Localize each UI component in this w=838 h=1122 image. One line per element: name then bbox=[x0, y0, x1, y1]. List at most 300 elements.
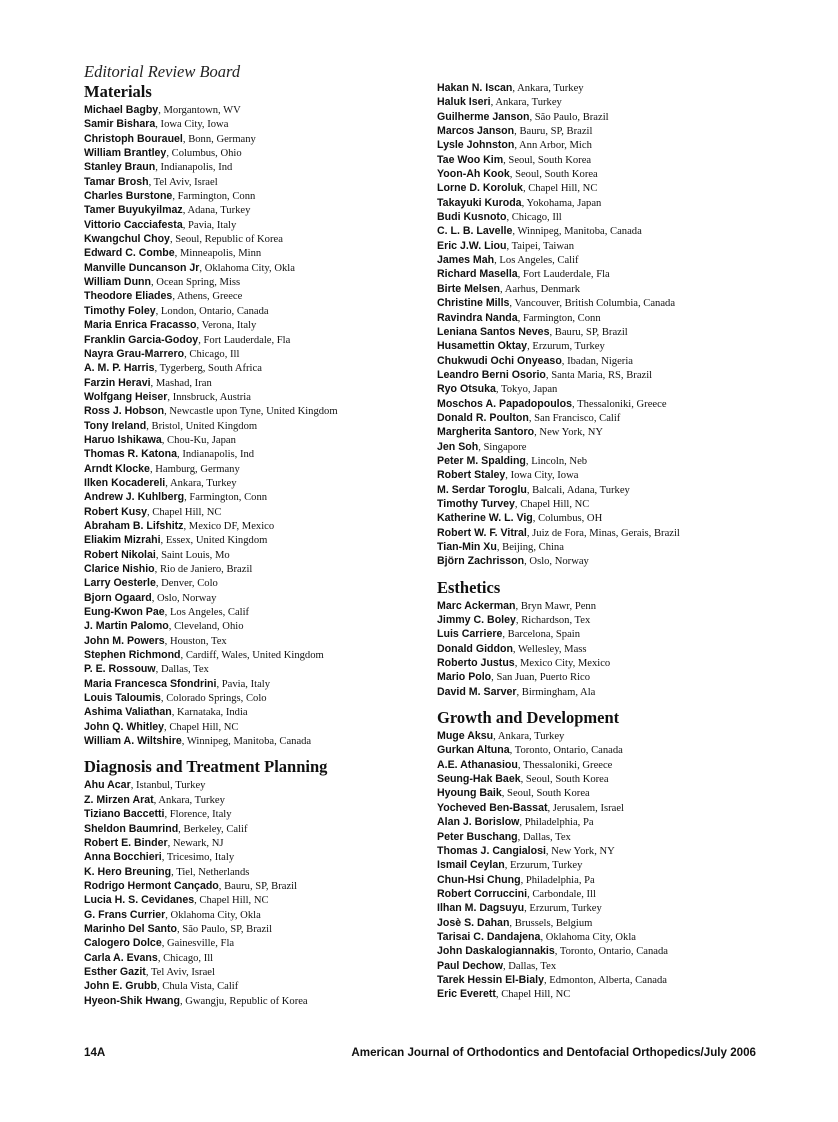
reviewer-list bbox=[84, 102, 434, 747]
reviewer-location: Toronto, Ontario, Canada bbox=[559, 946, 668, 958]
reviewer-entry bbox=[437, 338, 817, 352]
reviewer-name: Robert Kusy bbox=[84, 505, 147, 518]
reviewer-name: Ross J. Hobson bbox=[84, 405, 165, 418]
board-section bbox=[437, 708, 817, 1001]
reviewer-name: Ashima Valiathan bbox=[84, 706, 172, 719]
separator: , bbox=[532, 513, 539, 525]
reviewer-entry bbox=[84, 806, 434, 820]
separator: , bbox=[183, 520, 189, 532]
reviewer-name: Margherita Santoro bbox=[437, 426, 535, 439]
reviewer-entry bbox=[84, 332, 434, 346]
reviewer-name: Thomas R. Katona bbox=[84, 448, 178, 461]
reviewer-name: Luis Carriere bbox=[437, 628, 503, 641]
separator: , bbox=[517, 831, 523, 843]
reviewer-entry bbox=[84, 317, 434, 331]
separator: , bbox=[155, 578, 162, 590]
reviewer-name: Alan J. Borislow bbox=[437, 816, 520, 829]
reviewer-entry bbox=[84, 864, 434, 878]
reviewer-name: Calogero Dolce bbox=[84, 937, 162, 950]
reviewer-location: Fort Lauderdale, Fla bbox=[522, 269, 610, 281]
reviewer-location: Chapel Hill, NC bbox=[169, 721, 239, 733]
reviewer-entry bbox=[84, 921, 434, 935]
separator: , bbox=[526, 484, 533, 496]
reviewer-name: Jen Soh bbox=[437, 440, 479, 453]
reviewer-name: Tarisai C. Dandajena bbox=[437, 930, 541, 943]
reviewer-entry bbox=[437, 785, 817, 799]
reviewer-entry bbox=[437, 553, 817, 567]
reviewer-entry bbox=[84, 174, 434, 188]
section-heading: Diagnosis and Treatment Planning bbox=[84, 757, 328, 777]
reviewer-name: Ilhan M. Dagsuyu bbox=[437, 902, 525, 915]
reviewer-location: Columbus, OH bbox=[538, 513, 603, 525]
reviewer-name: Jimmy C. Boley bbox=[437, 614, 516, 627]
reviewer-entry bbox=[437, 872, 817, 886]
reviewer-location: Edmonton, Alberta, Canada bbox=[549, 974, 667, 986]
reviewer-location: Toronto, Ontario, Canada bbox=[514, 745, 623, 757]
reviewer-entry bbox=[84, 835, 434, 849]
separator: , bbox=[494, 255, 500, 267]
reviewer-name: Roberto Justus bbox=[437, 657, 515, 670]
reviewer-entry bbox=[84, 561, 434, 575]
reviewer-entry bbox=[437, 986, 817, 1000]
reviewer-location: Chapel Hill, NC bbox=[528, 183, 598, 195]
board-section bbox=[84, 757, 434, 1007]
reviewer-entry bbox=[84, 719, 434, 733]
reviewer-list bbox=[84, 777, 434, 1007]
separator: , bbox=[549, 326, 555, 338]
reviewer-location: Saint Louis, Mo bbox=[161, 549, 230, 561]
reviewer-location: Ibadan, Nigeria bbox=[567, 355, 633, 367]
reviewer-entry bbox=[84, 389, 434, 403]
separator: , bbox=[174, 248, 180, 260]
reviewer-entry bbox=[84, 116, 434, 130]
reviewer-location: Farmington, Conn bbox=[189, 492, 268, 504]
reviewer-name: Yocheved Ben-Bassat bbox=[437, 801, 548, 814]
reviewer-location: Houston, Tex bbox=[169, 635, 227, 647]
page-number: 14A bbox=[84, 1046, 106, 1059]
reviewer-name: Michael Bagby bbox=[84, 104, 159, 116]
reviewer-location: New York, NY bbox=[539, 427, 603, 439]
reviewer-location: Seoul, South Korea bbox=[508, 154, 592, 166]
reviewer-entry bbox=[437, 641, 817, 655]
reviewer-name: Donald Giddon bbox=[437, 642, 513, 655]
reviewer-name: Timothy Foley bbox=[84, 304, 156, 317]
reviewer-name: Farzin Heravi bbox=[84, 376, 151, 389]
separator: , bbox=[164, 721, 170, 733]
reviewer-location: Dallas, Tex bbox=[160, 664, 209, 676]
reviewer-entry bbox=[84, 131, 434, 145]
separator: , bbox=[514, 126, 520, 138]
reviewer-location: Taipei, Taiwan bbox=[511, 240, 575, 252]
separator: , bbox=[181, 736, 187, 748]
separator: , bbox=[155, 549, 162, 561]
reviewer-entry bbox=[437, 886, 817, 900]
reviewer-location: Tygerberg, South Africa bbox=[159, 363, 262, 375]
reviewer-entry bbox=[437, 367, 817, 381]
reviewer-name: Timothy Turvey bbox=[437, 497, 515, 510]
separator: , bbox=[527, 341, 533, 353]
reviewer-name: Hyeon-Shik Hwang bbox=[84, 994, 180, 1007]
reviewer-name: Peter M. Spalding bbox=[437, 454, 526, 467]
reviewer-location: Cleveland, Ohio bbox=[174, 621, 244, 633]
separator: , bbox=[196, 320, 202, 332]
separator: , bbox=[527, 888, 533, 900]
reviewer-name: Ryo Otsuka bbox=[437, 383, 496, 396]
reviewer-name: Franklin Garcia-Godoy bbox=[84, 333, 199, 346]
reviewer-entry bbox=[84, 964, 434, 978]
reviewer-location: Winnipeg, Manitoba, Canada bbox=[186, 736, 312, 748]
reviewer-name: Hyoung Baik bbox=[437, 787, 502, 800]
reviewer-name: Mario Polo bbox=[437, 671, 492, 684]
reviewer-entry bbox=[437, 467, 817, 481]
reviewer-entry bbox=[84, 821, 434, 835]
separator: , bbox=[512, 83, 518, 94]
reviewer-location: Balcali, Adana, Turkey bbox=[532, 484, 630, 496]
separator: , bbox=[182, 219, 189, 231]
reviewer-location: Oklahoma City, Okla bbox=[204, 262, 295, 274]
separator: , bbox=[164, 635, 170, 647]
reviewer-entry bbox=[84, 217, 434, 231]
reviewer-location: Ankara, Turkey bbox=[158, 794, 225, 806]
reviewer-name: K. Hero Breuning bbox=[84, 865, 172, 878]
reviewer-location: Tel Aviv, Israel bbox=[153, 176, 218, 188]
reviewer-entry bbox=[437, 626, 817, 640]
reviewer-entry bbox=[437, 310, 817, 324]
separator: , bbox=[519, 817, 525, 829]
reviewer-location: Pavia, Italy bbox=[221, 678, 271, 690]
reviewer-location: Tel Aviv, Israel bbox=[150, 966, 215, 978]
separator: , bbox=[520, 774, 526, 786]
reviewer-name: Robert Nikolai bbox=[84, 548, 156, 561]
reviewer-name: William Brantley bbox=[84, 147, 167, 160]
reviewer-name: Tiziano Baccetti bbox=[84, 808, 165, 821]
reviewer-entry bbox=[84, 504, 434, 518]
separator: , bbox=[514, 498, 521, 510]
right-column bbox=[437, 80, 817, 1001]
separator: , bbox=[534, 427, 540, 439]
reviewer-name: Muge Aksu bbox=[437, 730, 494, 743]
reviewer-name: Haluk Iseri bbox=[437, 96, 491, 109]
reviewer-location: Chapel Hill, NC bbox=[520, 498, 590, 510]
reviewer-name: P. E. Rossouw bbox=[84, 663, 156, 676]
reviewer-location: Morgantown, WV bbox=[163, 105, 241, 116]
reviewer-name: G. Frans Currier bbox=[84, 908, 166, 921]
reviewer-location: Adana, Turkey bbox=[187, 205, 251, 217]
reviewer-entry bbox=[84, 446, 434, 460]
separator: , bbox=[155, 305, 161, 317]
reviewer-entry bbox=[437, 800, 817, 814]
separator: , bbox=[514, 658, 520, 670]
reviewer-location: Iowa City, Iowa bbox=[510, 470, 579, 482]
reviewer-entry bbox=[437, 353, 817, 367]
reviewer-entry bbox=[437, 381, 817, 395]
reviewer-location: New York, NY bbox=[551, 845, 615, 857]
reviewer-location: Dallas, Tex bbox=[508, 960, 557, 972]
reviewer-location: Newark, NJ bbox=[172, 837, 224, 849]
reviewer-location: Lincoln, Neb bbox=[531, 455, 588, 467]
reviewer-entry bbox=[84, 288, 434, 302]
reviewer-location: Oklahoma City, Okla bbox=[170, 909, 261, 921]
reviewer-name: Leniana Santos Neves bbox=[437, 325, 550, 338]
reviewer-name: Donald R. Poulton bbox=[437, 411, 529, 424]
reviewer-name: Ahu Acar bbox=[84, 779, 131, 792]
separator: , bbox=[540, 931, 546, 943]
separator: , bbox=[522, 183, 529, 195]
separator: , bbox=[156, 981, 163, 993]
separator: , bbox=[161, 852, 167, 864]
reviewer-entry bbox=[437, 252, 817, 266]
left-column bbox=[84, 60, 434, 1007]
reviewer-location: Innsbruck, Austria bbox=[172, 391, 251, 403]
reviewer-name: Lorne D. Koroluk bbox=[437, 182, 523, 195]
reviewer-entry bbox=[84, 518, 434, 532]
reviewer-location: Ocean Spring, Miss bbox=[156, 277, 241, 289]
reviewer-location: Mexico City, Mexico bbox=[520, 658, 611, 670]
reviewer-location: San Juan, Puerto Rico bbox=[496, 672, 591, 684]
reviewer-entry bbox=[437, 166, 817, 180]
reviewer-name: Christine Mills bbox=[437, 297, 510, 310]
separator: , bbox=[155, 162, 161, 174]
reviewer-name: Robert E. Binder bbox=[84, 836, 168, 849]
reviewer-location: Los Angeles, Calif bbox=[169, 607, 250, 619]
separator: , bbox=[169, 234, 176, 246]
reviewer-name: Sheldon Baumrind bbox=[84, 822, 179, 835]
separator: , bbox=[160, 535, 166, 547]
separator: , bbox=[517, 759, 523, 771]
reviewer-location: Jerusalem, Israel bbox=[552, 802, 624, 814]
reviewer-location: Minneapolis, Minn bbox=[179, 248, 262, 260]
reviewer-name: Lysle Johnston bbox=[437, 139, 515, 152]
reviewer-name: Marcos Janson bbox=[437, 125, 515, 138]
separator: , bbox=[216, 678, 222, 690]
reviewer-name: Andrew J. Kuhlberg bbox=[84, 491, 185, 504]
reviewer-entry bbox=[437, 829, 817, 843]
reviewer-name: Marinho Del Santo bbox=[84, 922, 177, 935]
reviewer-name: Tamar Brosh bbox=[84, 175, 149, 188]
reviewer-name: Esther Gazit bbox=[84, 965, 146, 978]
reviewer-location: Chicago, Ill bbox=[511, 212, 562, 224]
reviewer-entry bbox=[84, 777, 434, 791]
reviewer-location: Chicago, Ill bbox=[163, 952, 214, 964]
reviewer-location: Ankara, Turkey bbox=[497, 731, 565, 743]
reviewer-location: Columbus, Ohio bbox=[171, 148, 242, 160]
board-section bbox=[437, 578, 817, 698]
separator: , bbox=[478, 441, 484, 453]
reviewer-entry bbox=[437, 857, 817, 871]
reviewer-location: Mashad, Iran bbox=[155, 377, 212, 389]
separator: , bbox=[179, 995, 186, 1007]
separator: , bbox=[491, 672, 497, 684]
reviewer-name: Eric Everett bbox=[437, 988, 496, 1001]
separator: , bbox=[177, 449, 183, 461]
reviewer-location: Barcelona, Spain bbox=[507, 629, 581, 641]
separator: , bbox=[172, 291, 178, 303]
reviewer-location: Indianapolis, Ind bbox=[160, 162, 233, 174]
reviewer-entry bbox=[437, 929, 817, 943]
reviewer-location: Hamburg, Germany bbox=[155, 463, 240, 475]
reviewer-location: Rio de Janiero, Brazil bbox=[159, 564, 253, 575]
reviewer-entry bbox=[437, 612, 817, 626]
separator: , bbox=[161, 434, 168, 446]
reviewer-entry bbox=[437, 510, 817, 524]
separator: , bbox=[500, 283, 505, 295]
separator: , bbox=[501, 788, 508, 800]
reviewer-entry bbox=[84, 346, 434, 360]
journal-citation: American Journal of Orthodontics and Dentofacial Orthopedics/July 2006 bbox=[351, 1046, 756, 1059]
reviewer-entry bbox=[437, 843, 817, 857]
reviewer-name: Josè S. Dahan bbox=[437, 916, 510, 929]
reviewer-entry bbox=[84, 604, 434, 618]
separator: , bbox=[171, 866, 177, 878]
separator: , bbox=[504, 860, 511, 872]
reviewer-entry bbox=[84, 676, 434, 690]
separator: , bbox=[151, 277, 157, 289]
reviewer-location: Ann Arbor, Mich bbox=[519, 140, 592, 152]
reviewer-location: Chula Vista, Calif bbox=[162, 981, 239, 993]
reviewer-entry bbox=[437, 123, 817, 137]
reviewer-location: Beijing, China bbox=[502, 542, 564, 553]
reviewer-entry bbox=[437, 972, 817, 986]
reviewer-name: Budi Kusnoto bbox=[437, 211, 507, 224]
separator: , bbox=[184, 348, 190, 360]
reviewer-name: Christoph Bourauel bbox=[84, 132, 183, 145]
reviewer-entry bbox=[84, 878, 434, 892]
section-heading: Growth and Development bbox=[437, 708, 620, 728]
separator: , bbox=[524, 903, 530, 915]
reviewer-entry bbox=[437, 669, 817, 683]
reviewer-name: Tony Ireland bbox=[84, 419, 147, 432]
reviewer-name: Birte Melsen bbox=[437, 282, 500, 295]
reviewer-entry bbox=[84, 303, 434, 317]
reviewer-name: Seung-Hak Baek bbox=[437, 773, 521, 786]
reviewer-entry bbox=[437, 943, 817, 957]
separator: , bbox=[150, 377, 156, 389]
reviewer-name: Maria Enrica Fracasso bbox=[84, 319, 197, 332]
reviewer-location: Aarhus, Denmark bbox=[504, 283, 581, 295]
reviewer-list bbox=[437, 728, 817, 1001]
reviewer-entry bbox=[437, 209, 817, 223]
reviewer-entry bbox=[84, 950, 434, 964]
separator: , bbox=[529, 111, 535, 123]
separator: , bbox=[168, 621, 175, 633]
reviewer-location: Philadelphia, Pa bbox=[525, 874, 595, 886]
reviewer-location: Florence, Italy bbox=[169, 809, 232, 821]
reviewer-name: Tamer Buyukyilmaz bbox=[84, 204, 183, 217]
reviewer-entry bbox=[437, 410, 817, 424]
reviewer-entry bbox=[84, 647, 434, 661]
reviewer-location: Bauru, SP, Brazil bbox=[224, 880, 298, 892]
reviewer-entry bbox=[84, 849, 434, 863]
reviewer-name: Moschos A. Papadopoulos bbox=[437, 397, 572, 410]
separator: , bbox=[161, 938, 168, 950]
separator: , bbox=[524, 556, 530, 568]
reviewer-location: Birmingham, Ala bbox=[521, 686, 596, 698]
reviewer-entry bbox=[437, 496, 817, 510]
reviewer-location: Erzurum, Turkey bbox=[529, 903, 602, 915]
separator: , bbox=[505, 470, 511, 482]
separator: , bbox=[157, 952, 164, 964]
separator: , bbox=[512, 226, 518, 238]
separator: , bbox=[490, 97, 496, 109]
separator: , bbox=[158, 105, 164, 116]
reviewer-name: Chukwudi Ochi Onyeaso bbox=[437, 354, 562, 367]
reviewer-name: Wolfgang Heiser bbox=[84, 390, 168, 403]
reviewer-name: Edward C. Combe bbox=[84, 247, 175, 260]
reviewer-location: Chicago, Ill bbox=[189, 348, 240, 360]
reviewer-name: Hakan N. Iscan bbox=[437, 82, 513, 94]
reviewer-name: Rodrigo Hermont Cançado bbox=[84, 879, 219, 892]
reviewer-name: John Daskalogiannakis bbox=[437, 945, 555, 958]
reviewer-entry bbox=[84, 690, 434, 704]
reviewer-entry bbox=[437, 598, 817, 612]
reviewer-entry bbox=[437, 684, 817, 698]
reviewer-location: Ankara, Turkey bbox=[517, 83, 584, 94]
reviewer-name: Charles Burstone bbox=[84, 190, 173, 203]
reviewer-location: Philadelphia, Pa bbox=[524, 817, 594, 829]
reviewer-location: Gwangju, Republic of Korea bbox=[185, 995, 308, 1007]
reviewer-name: Arndt Klocke bbox=[84, 462, 150, 475]
reviewer-list bbox=[437, 598, 817, 698]
reviewer-name: Clarice Nishio bbox=[84, 563, 155, 575]
reviewer-location: Ankara, Turkey bbox=[169, 477, 237, 489]
separator: , bbox=[528, 412, 535, 424]
reviewer-entry bbox=[437, 324, 817, 338]
reviewer-name: David M. Sarver bbox=[437, 685, 517, 698]
reviewer-location: Bauru, SP, Brazil bbox=[519, 126, 593, 138]
reviewer-name: Anna Bocchieri bbox=[84, 851, 162, 864]
separator: , bbox=[182, 205, 188, 217]
reviewer-entry bbox=[84, 432, 434, 446]
reviewer-location: Erzurum, Turkey bbox=[532, 341, 605, 353]
reviewer-location: Istanbul, Turkey bbox=[136, 780, 206, 792]
reviewer-entry bbox=[84, 475, 434, 489]
reviewer-location: Seoul, South Korea bbox=[515, 169, 598, 181]
separator: , bbox=[520, 874, 526, 886]
reviewer-location: Bauru, SP, Brazil bbox=[554, 326, 628, 338]
reviewer-location: Athens, Greece bbox=[177, 291, 243, 303]
reviewer-location: Karnataka, India bbox=[177, 707, 248, 719]
reviewer-name: Robert Corruccini bbox=[437, 887, 528, 900]
separator: , bbox=[151, 592, 157, 604]
separator: , bbox=[554, 946, 560, 958]
reviewer-location: Thessaloniki, Greece bbox=[577, 398, 667, 410]
reviewer-list bbox=[437, 80, 817, 568]
separator: , bbox=[145, 966, 151, 978]
reviewer-name: Guilherme Janson bbox=[437, 110, 530, 123]
reviewer-entry bbox=[84, 102, 434, 116]
reviewer-location: Mexico DF, Mexico bbox=[188, 520, 275, 532]
reviewer-name: Eliakim Mizrahi bbox=[84, 534, 161, 547]
reviewer-location: Santa Maria, RS, Brazil bbox=[551, 369, 653, 381]
reviewer-name: John Q. Whitley bbox=[84, 720, 165, 733]
reviewer-location: Wellesley, Mass bbox=[518, 643, 587, 655]
reviewer-location: San Francisco, Calif bbox=[534, 412, 621, 424]
reviewer-entry bbox=[84, 547, 434, 561]
reviewer-name: John M. Powers bbox=[84, 634, 165, 647]
reviewer-name: Tarek Hessin El-Bialy bbox=[437, 973, 544, 986]
separator: , bbox=[198, 334, 204, 346]
board-title: Editorial Review Board bbox=[84, 62, 241, 81]
reviewer-location: Gainesville, Fla bbox=[167, 938, 235, 950]
reviewer-name: Husamettin Oktay bbox=[437, 340, 528, 353]
reviewer-name: Marc Ackerman bbox=[437, 599, 516, 612]
reviewer-location: Ankara, Turkey bbox=[495, 97, 562, 109]
reviewer-entry bbox=[84, 360, 434, 374]
reviewer-name: Lucia H. S. Cevidanes bbox=[84, 894, 195, 907]
reviewer-entry bbox=[84, 231, 434, 245]
reviewer-location: Oklahoma City, Okla bbox=[545, 931, 636, 943]
reviewer-location: Los Angeles, Calif bbox=[499, 255, 579, 267]
